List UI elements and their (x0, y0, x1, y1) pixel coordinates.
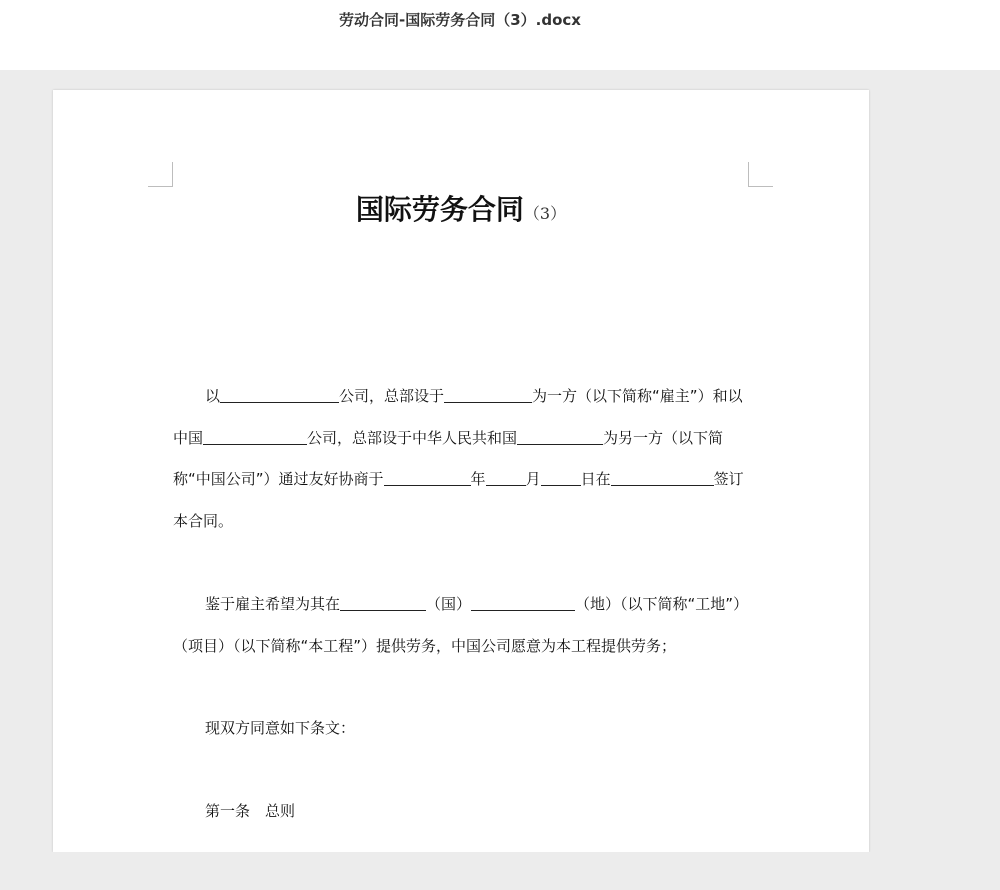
text-run: （地）（以下简称“工地”）（项目）（以下简称“本工程”）提供劳务，中国公司愿意为本工程提供劳务； (173, 595, 749, 655)
margin-corner-marker (748, 162, 773, 187)
paragraph-agreement[interactable]: 现双方同意如下条文： (205, 719, 356, 737)
paragraph-recital[interactable] (173, 584, 753, 667)
document-heading (53, 188, 869, 228)
text-run: 公司，总部设于中华人民共和国 (307, 428, 518, 447)
text-run: 为一方（以下简称“雇主”）和以中国 (173, 387, 743, 447)
heading-title: 国际劳务合同 (355, 193, 524, 226)
text-run: 鉴于雇主希望为其在 (205, 595, 341, 613)
blank-underline (444, 387, 532, 403)
text-run: 以 (205, 387, 221, 405)
text-run: 日在 (580, 470, 611, 488)
blank-underline (384, 470, 471, 486)
blank-underline (486, 470, 526, 486)
blank-underline (471, 595, 575, 611)
document-page[interactable] (53, 90, 869, 852)
blank-underline (340, 595, 426, 611)
blank-underline (517, 429, 603, 445)
title-bar (0, 0, 1000, 70)
blank-underline (203, 429, 307, 445)
document-filename: 劳动合同-国际劳务合同（3）.docx (339, 11, 581, 29)
blank-underline (611, 470, 714, 486)
bottom-bar (0, 852, 1000, 890)
text-run: （国） (426, 595, 472, 613)
blank-underline (541, 470, 581, 486)
text-run: 年 (470, 470, 486, 488)
text-run: 签订本合同。 (173, 470, 744, 530)
margin-corner-marker (148, 162, 173, 187)
text-run: 为另一方（以下简称“中国公司”）通过友好协商于 (173, 428, 724, 488)
blank-underline (220, 387, 339, 403)
paragraph-article-1[interactable]: 第一条 总则 (205, 802, 296, 820)
heading-number: （3） (523, 204, 567, 223)
text-run: 公司，总部设于 (339, 387, 445, 405)
paragraph-parties[interactable] (173, 376, 753, 542)
text-run: 月 (525, 470, 541, 488)
